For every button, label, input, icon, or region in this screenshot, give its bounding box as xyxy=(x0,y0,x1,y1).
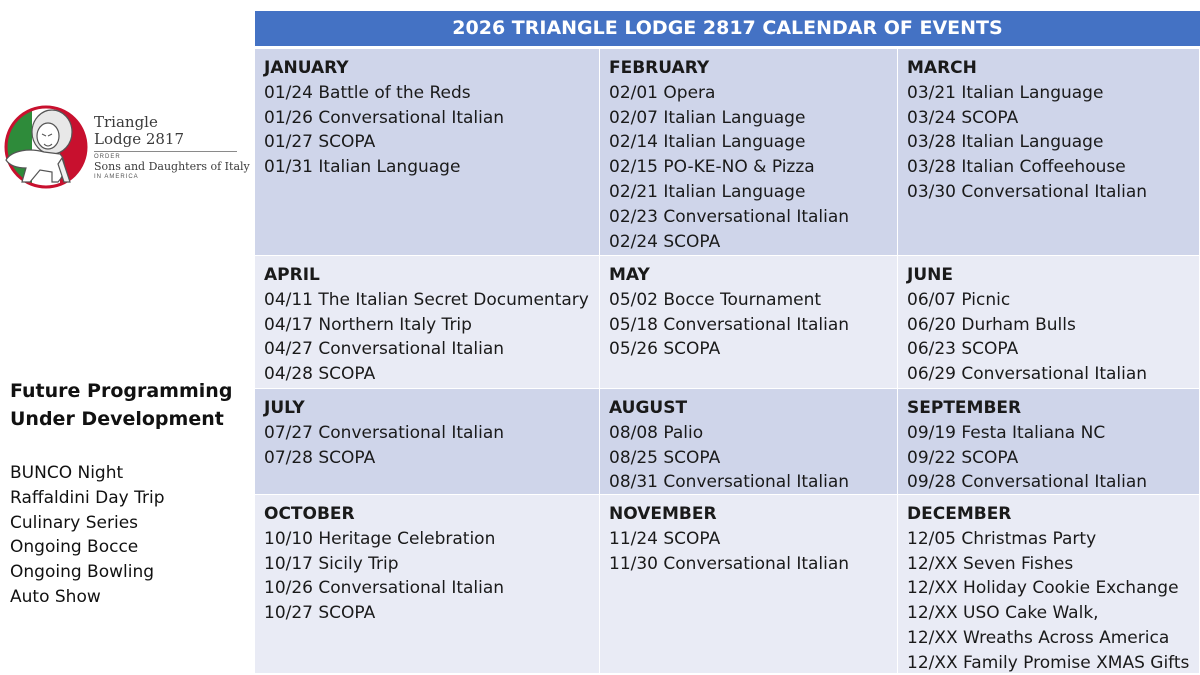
event-list xyxy=(609,288,897,362)
logo-line-1: Triangle xyxy=(94,113,158,131)
event-item: 08/25 SCOPA xyxy=(609,447,721,468)
event-item: 02/01 Opera xyxy=(609,82,716,103)
month-cell-september xyxy=(898,389,1200,495)
future-programming-title: Future Programming Under Development xyxy=(10,380,233,430)
event-item: 06/23 SCOPA xyxy=(907,339,1019,360)
event-list xyxy=(907,81,1199,205)
event-item: 02/14 Italian Language xyxy=(609,132,806,153)
event-item: 02/15 PO-KE-NO & Pizza xyxy=(609,157,815,178)
event-item: 09/19 Festa Italiana NC xyxy=(907,422,1106,443)
event-list xyxy=(609,527,897,577)
event-list xyxy=(907,288,1199,387)
event-list xyxy=(609,421,897,495)
event-item: 12/XX USO Cake Walk, xyxy=(907,603,1099,624)
month-cell-january xyxy=(255,49,600,256)
event-item: 12/XX Wreaths Across America xyxy=(907,627,1170,648)
event-item: 01/27 SCOPA xyxy=(264,132,376,153)
lodge-logo xyxy=(0,98,250,196)
month-cell-march xyxy=(898,49,1200,256)
event-item: 01/31 Italian Language xyxy=(264,157,461,178)
event-item: 05/18 Conversational Italian xyxy=(609,314,850,335)
event-item: 08/31 Conversational Italian xyxy=(609,472,850,493)
event-item: 05/26 SCOPA xyxy=(609,339,721,360)
future-programming-list xyxy=(10,461,165,610)
event-item: 07/28 SCOPA xyxy=(264,447,376,468)
event-item: 11/30 Conversational Italian xyxy=(609,553,850,574)
month-name: JUNE xyxy=(907,265,953,285)
logo-line-4: Sons and Daughters of Italy xyxy=(94,160,250,173)
event-item: 06/29 Conversational Italian xyxy=(907,364,1148,385)
month-cell-may xyxy=(600,256,898,389)
logo-divider xyxy=(94,151,237,152)
event-item: 11/24 SCOPA xyxy=(609,528,721,549)
event-list xyxy=(264,81,599,180)
event-item: 02/21 Italian Language xyxy=(609,181,806,202)
event-item: 02/24 SCOPA xyxy=(609,231,721,252)
month-cell-february xyxy=(600,49,898,256)
event-item: 12/XX Seven Fishes xyxy=(907,553,1074,574)
future-program-item: Ongoing Bowling xyxy=(10,562,155,583)
month-cell-july xyxy=(255,389,600,495)
lion-emblem-icon xyxy=(0,98,92,196)
event-item: 10/27 SCOPA xyxy=(264,603,376,624)
event-item: 04/28 SCOPA xyxy=(264,364,376,385)
month-cell-november xyxy=(600,495,898,674)
event-item: 10/26 Conversational Italian xyxy=(264,578,505,599)
future-program-item: Culinary Series xyxy=(10,512,139,533)
calendar-title: 2026 TRIANGLE LODGE 2817 CALENDAR OF EVENTS xyxy=(255,11,1200,46)
future-program-item: Ongoing Bocce xyxy=(10,537,139,558)
logo-line-3: ORDER xyxy=(94,154,121,160)
month-name: APRIL xyxy=(264,265,320,285)
event-item: 10/10 Heritage Celebration xyxy=(264,528,496,549)
event-item: 03/30 Conversational Italian xyxy=(907,181,1148,202)
event-item: 12/XX Family Promise XMAS Gifts xyxy=(907,652,1190,673)
month-name: AUGUST xyxy=(609,398,688,418)
event-item: 06/07 Picnic xyxy=(907,289,1011,310)
event-item: 08/08 Palio xyxy=(609,422,704,443)
event-item: 03/21 Italian Language xyxy=(907,82,1104,103)
month-name: MAY xyxy=(609,265,650,285)
future-program-item: BUNCO Night xyxy=(10,463,124,483)
event-list xyxy=(264,288,599,387)
event-item: 12/XX Holiday Cookie Exchange xyxy=(907,578,1179,599)
event-item: 09/22 SCOPA xyxy=(907,447,1019,468)
logo-line-2: Lodge 2817 xyxy=(94,130,185,148)
month-name: SEPTEMBER xyxy=(907,398,1022,418)
event-item: 03/28 Italian Language xyxy=(907,132,1104,153)
month-name: JULY xyxy=(264,398,305,418)
event-list xyxy=(609,81,897,255)
future-program-item: Auto Show xyxy=(10,586,101,607)
month-name: FEBRUARY xyxy=(609,58,710,78)
event-item: 04/17 Northern Italy Trip xyxy=(264,314,472,335)
event-item: 04/11 The Italian Secret Documentary xyxy=(264,289,589,310)
event-item: 01/24 Battle of the Reds xyxy=(264,82,471,103)
event-list xyxy=(907,527,1199,674)
month-cell-august xyxy=(600,389,898,495)
month-name: NOVEMBER xyxy=(609,504,717,524)
event-item: 01/26 Conversational Italian xyxy=(264,107,505,128)
event-item: 12/05 Christmas Party xyxy=(907,528,1097,549)
event-item: 09/28 Conversational Italian xyxy=(907,472,1148,493)
logo-line-5: IN AMERICA xyxy=(94,174,139,180)
future-program-item: Raffaldini Day Trip xyxy=(10,487,165,508)
event-item: 05/02 Bocce Tournament xyxy=(609,289,822,310)
month-name: OCTOBER xyxy=(264,504,355,524)
event-list xyxy=(264,527,599,626)
calendar-grid xyxy=(255,46,1200,674)
event-item: 02/23 Conversational Italian xyxy=(609,206,850,227)
event-item: 10/17 Sicily Trip xyxy=(264,553,399,574)
event-item: 02/07 Italian Language xyxy=(609,107,806,128)
month-cell-december xyxy=(898,495,1200,674)
event-list xyxy=(264,421,599,471)
month-name: DECEMBER xyxy=(907,504,1012,524)
event-item: 03/24 SCOPA xyxy=(907,107,1019,128)
month-name: JANUARY xyxy=(264,58,349,78)
event-list xyxy=(907,421,1199,495)
event-item: 07/27 Conversational Italian xyxy=(264,422,505,443)
month-cell-april xyxy=(255,256,600,389)
event-item: 04/27 Conversational Italian xyxy=(264,339,505,360)
month-cell-october xyxy=(255,495,600,674)
month-name: MARCH xyxy=(907,58,977,78)
event-item: 03/28 Italian Coffeehouse xyxy=(907,157,1126,178)
event-item: 06/20 Durham Bulls xyxy=(907,314,1076,335)
calendar-table xyxy=(255,11,1200,674)
month-cell-june xyxy=(898,256,1200,389)
